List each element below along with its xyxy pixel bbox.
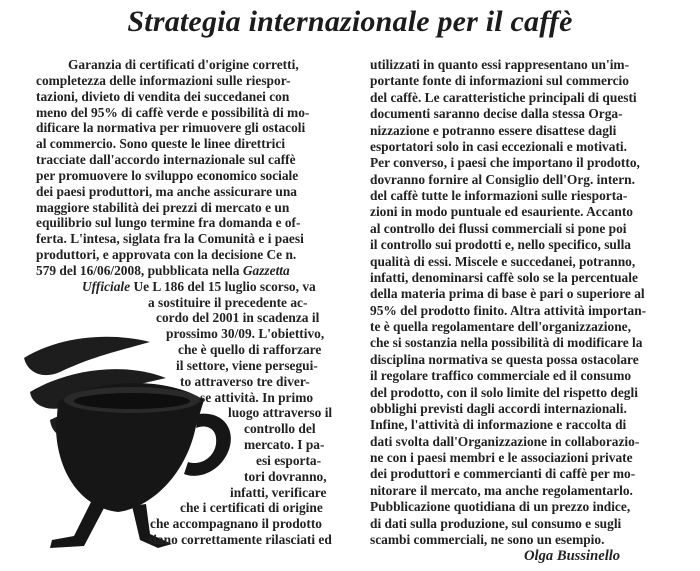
col2-line: dovranno fornire al Consiglio dell'Org. intern.	[370, 171, 635, 187]
col2-line: disciplina normativa se questa possa ostacolare	[370, 351, 639, 367]
col1-line: equilibrio sul lungo termine fra domanda e of-	[36, 215, 301, 231]
col1-line: al commercio. Sono queste le linee direttrici	[36, 136, 286, 152]
col2-line: del caffè tutte le informazioni sulle riesporta-	[370, 188, 628, 204]
col2-line: documenti saranno decise dalla stessa Orga-	[370, 106, 623, 122]
col1-line: per promuovere lo sviluppo economico sociale	[36, 167, 299, 183]
col1-line	[82, 279, 316, 294]
col2-line: obblighi previsti dagli accordi internazionali.	[370, 400, 627, 416]
col1-line: maggiore stabilità dei prezzi di mercato e un	[36, 199, 290, 215]
col1-line: a sostituire il precedente ac-	[148, 294, 308, 310]
col2-line: ne con i paesi membri e le associazioni private	[370, 450, 633, 466]
col2-line: te è quella regolamentare dell'organizzazione,	[370, 319, 631, 335]
col2-line: Per converso, i paesi che importano il prodotto,	[370, 155, 640, 171]
ufficiale-text: Ufficiale	[82, 278, 131, 294]
col1-line: cordo del 2001 in scadenza il	[156, 310, 320, 326]
col1-line-text: Ue L 186 del 15 luglio scorso, va	[133, 278, 316, 294]
col2-line: utilizzati in quanto essi rappresentano un'im-	[370, 57, 630, 72]
col2-line: qualità di essi. Miscele e succedanei, potranno,	[370, 253, 636, 269]
author-signature: Olga Bussinello	[524, 548, 621, 564]
col2-line: nizzazione e potranno essere disattese dagli	[370, 122, 617, 138]
col2-line: nitorare il mercato, ma anche regolamentarlo.	[370, 482, 633, 498]
col1-line: che accompagnano il prodotto	[150, 516, 322, 532]
col1-line: se attività. In primo	[200, 389, 314, 405]
col1-line: prossimo 30/09. L'obiettivo,	[166, 326, 325, 342]
col2-line: il regolare traffico commerciale ed il consumo	[370, 368, 632, 384]
col1-line: controllo del	[244, 421, 316, 437]
col1-line: mercato. I pa-	[244, 437, 325, 452]
col2-line: infatti, denominarsi caffè solo se la percentuale	[370, 269, 638, 285]
col2-line: scambi commerciali, ne sono un esempio.	[370, 532, 605, 547]
gazzetta-text: Gazzetta	[242, 262, 290, 278]
col1-line: tazioni, divieto di vendita dei succedanei con	[36, 88, 290, 104]
col2-line: dati svolta dall'Organizzazione in collaborazio-	[370, 433, 640, 449]
col1-line: ferta. L'intesa, siglata fra la Comunità e i paesi	[36, 231, 304, 247]
col2-line: della materia prima di base è pari o superiore al	[370, 286, 645, 302]
col1-line: il settore, viene persegui-	[176, 357, 318, 373]
col2-line: di dati sulla produzione, sul consumo e sugli	[370, 515, 622, 531]
col2-line: del prodotto, con il solo limite del rispetto degli	[370, 384, 638, 400]
col2-line: zioni in modo puntuale ed esauriente. Accanto	[370, 204, 633, 220]
col1-line: esi esporta-	[256, 452, 322, 468]
col1-line: che i certificati di origine	[180, 500, 323, 516]
col2-line: esportatori solo in casi eccezionali e motivati.	[370, 138, 627, 154]
col1-line: luogo attraverso il	[228, 405, 333, 421]
col2-line: 95% del prodotto finito. Altra attività importan-	[370, 302, 647, 318]
col1-line-text: 579 del 16/06/2008, pubblicata nella	[36, 262, 240, 278]
col1-line: to attraverso tre diver-	[180, 373, 310, 389]
col1-line: completezza delle informazioni sulle riespor-	[36, 72, 291, 88]
col1-line: siano correttamente rilasciati ed	[148, 532, 332, 547]
col2-line: portante fonte di informazioni sul commercio	[370, 73, 629, 89]
col1-line: meno del 95% di caffè verde e possibilità di mo-	[36, 104, 310, 120]
col2-line: che si sostanzia nella possibilità di modificare la	[370, 335, 643, 351]
col2-line: Pubblicazione quotidiana di un prezzo indice,	[370, 499, 631, 515]
col1-line: dificare la normativa per rimuovere gli ostacoli	[36, 120, 306, 136]
col1-line	[36, 263, 290, 278]
col1-line: produttori, e approvata con la decisione Ce n.	[36, 247, 297, 262]
col1-line: tori dovranno,	[244, 468, 327, 484]
col1-line: che è quello di rafforzare	[178, 342, 322, 357]
col1-line: infatti, verificare	[230, 484, 327, 500]
col1-line: dei paesi produttori, ma anche assicurare una	[36, 183, 298, 199]
col1-line: Garanzia di certificati d'origine corretti,	[68, 57, 299, 72]
col2-line: al controllo dei flussi commerciali si pone poi	[370, 220, 627, 236]
article-title: Strategia internazionale per il caffè	[127, 5, 573, 38]
col2-line: dei produttori e commercianti di caffè per mo-	[370, 466, 636, 482]
col2-line: del caffè. Le caratteristiche principali di questi	[370, 89, 637, 105]
col2-line: il controllo sui prodotti e, nello specifico, sulla	[370, 237, 631, 253]
col2-line: Infine, l'attività di informazione e raccolta di	[370, 417, 627, 433]
col1-line: tracciate dall'accordo internazionale sul caffè	[36, 152, 296, 167]
